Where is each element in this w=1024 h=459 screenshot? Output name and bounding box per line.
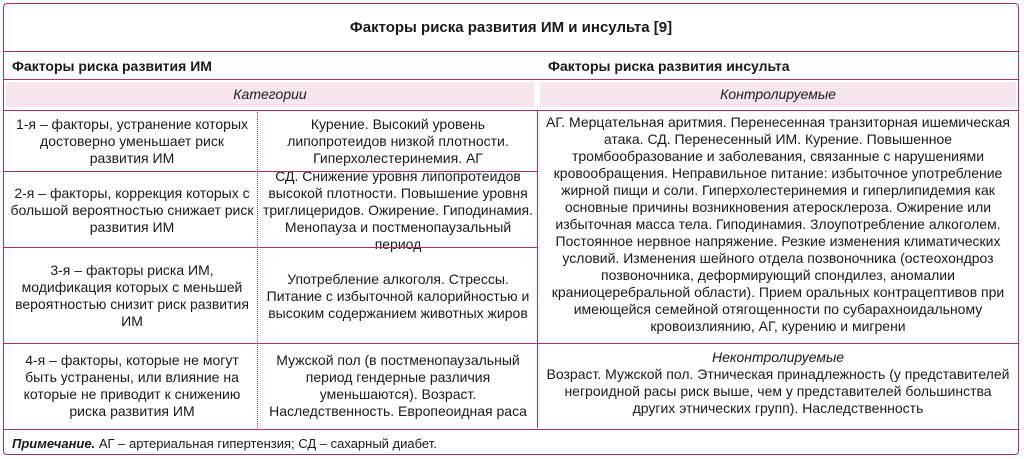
im-factors-1: Курение. Высокий уровень липопротеидов низкой плотности. Гиперхолестеринемия. АГ: [287, 115, 509, 166]
band-divider: [4, 110, 1018, 111]
main-column-divider: [537, 110, 538, 428]
controllable-label: Контролируемые: [720, 86, 836, 102]
im-row-divider-1: [4, 171, 537, 172]
im-category-1: 1-я – факторы, устранение которых достоверно уменьшает риск развития ИМ: [15, 115, 249, 166]
footnote-text: АГ – артериальная гипертензия; СД – сахарный диабет.: [95, 436, 437, 451]
header-divider: [4, 79, 1018, 80]
im-category-3: 3-я – факторы риска ИМ, модификация которых с меньшей вероятностью снизит риск развития ИМ: [15, 262, 249, 329]
im-category-4: 4-я – факторы, которые не могут быть устранены, или влияние на которые не приводит к снижению риска развития ИМ: [23, 352, 241, 419]
im-category-2: 2-я – факторы, коррекция которых с большой вероятностью снижает риск развития ИМ: [10, 184, 254, 235]
uncontrollable-label: Неконтролируемые: [711, 349, 845, 365]
title-divider: [4, 51, 1018, 52]
stroke-uncontrollable-text: Возраст. Мужской пол. Этническая принадлежность (у представителей негроидной расы риск выше, чем у представителей большинства других этнических групп). Наследственность: [546, 366, 1010, 416]
table-title: Факторы риска развития ИМ и инсульта [9]: [349, 19, 673, 36]
im-row-divider-3: [4, 343, 537, 344]
im-factors-4: Мужской пол (в постменопаузальный период гендерные различия уменьшаются). Возраст. Наследственность. Европеоидная раса: [269, 352, 527, 419]
im-column-divider: [257, 112, 258, 428]
footnote: [12, 434, 437, 454]
risk-factors-table: [3, 3, 1019, 455]
im-row-divider-2: [4, 247, 537, 248]
footnote-label: Примечание.: [12, 436, 96, 451]
stroke-controllable-text: АГ. Мерцательная аритмия. Перенесенная транзиторная ишемическая атака. СД. Перенесенный ИМ. Курение. Повышенное тромбообразование и заболевания, связанные с нарушениями кровообращения. Неправильное питание: избыточное употребление жирной пищи и соли. Гиперхолестеринемия и гиперлипидемия как основные причины возникновения атеросклероза. Ожирение или избыточная масса тела. Гиподинамия. Злоупотребление алкоголем. Постоянное нервное напряжение. Резкие изменения климатических условий. Изменения шейного отдела позвоночника (остеохондроз позвоночника, деформирующий спондилез, аномалии краниоцеребральной области). Прием оральных контрацептивов при имеющейся семейной отягощенности по субарахноидальному кровоизлиянию, АГ, курению и мигрени: [546, 114, 1010, 334]
stroke-divider: [537, 343, 1019, 344]
im-factors-2: СД. Снижение уровня липопротеидов высокой плотности. Повышение уровня триглицеридов. Ожирение. Гиподинамия. Менопауза и постменопаузальный период: [262, 167, 534, 252]
im-factors-3: Употребление алкоголя. Стрессы. Питание с избыточной калорийностью и высоким содержанием животных жиров: [266, 270, 530, 321]
header-im: Факторы риска развития ИМ: [12, 58, 212, 74]
header-stroke: Факторы риска развития инсульта: [548, 58, 790, 74]
categories-label: Категории: [233, 86, 307, 102]
footer-divider: [4, 429, 1018, 430]
